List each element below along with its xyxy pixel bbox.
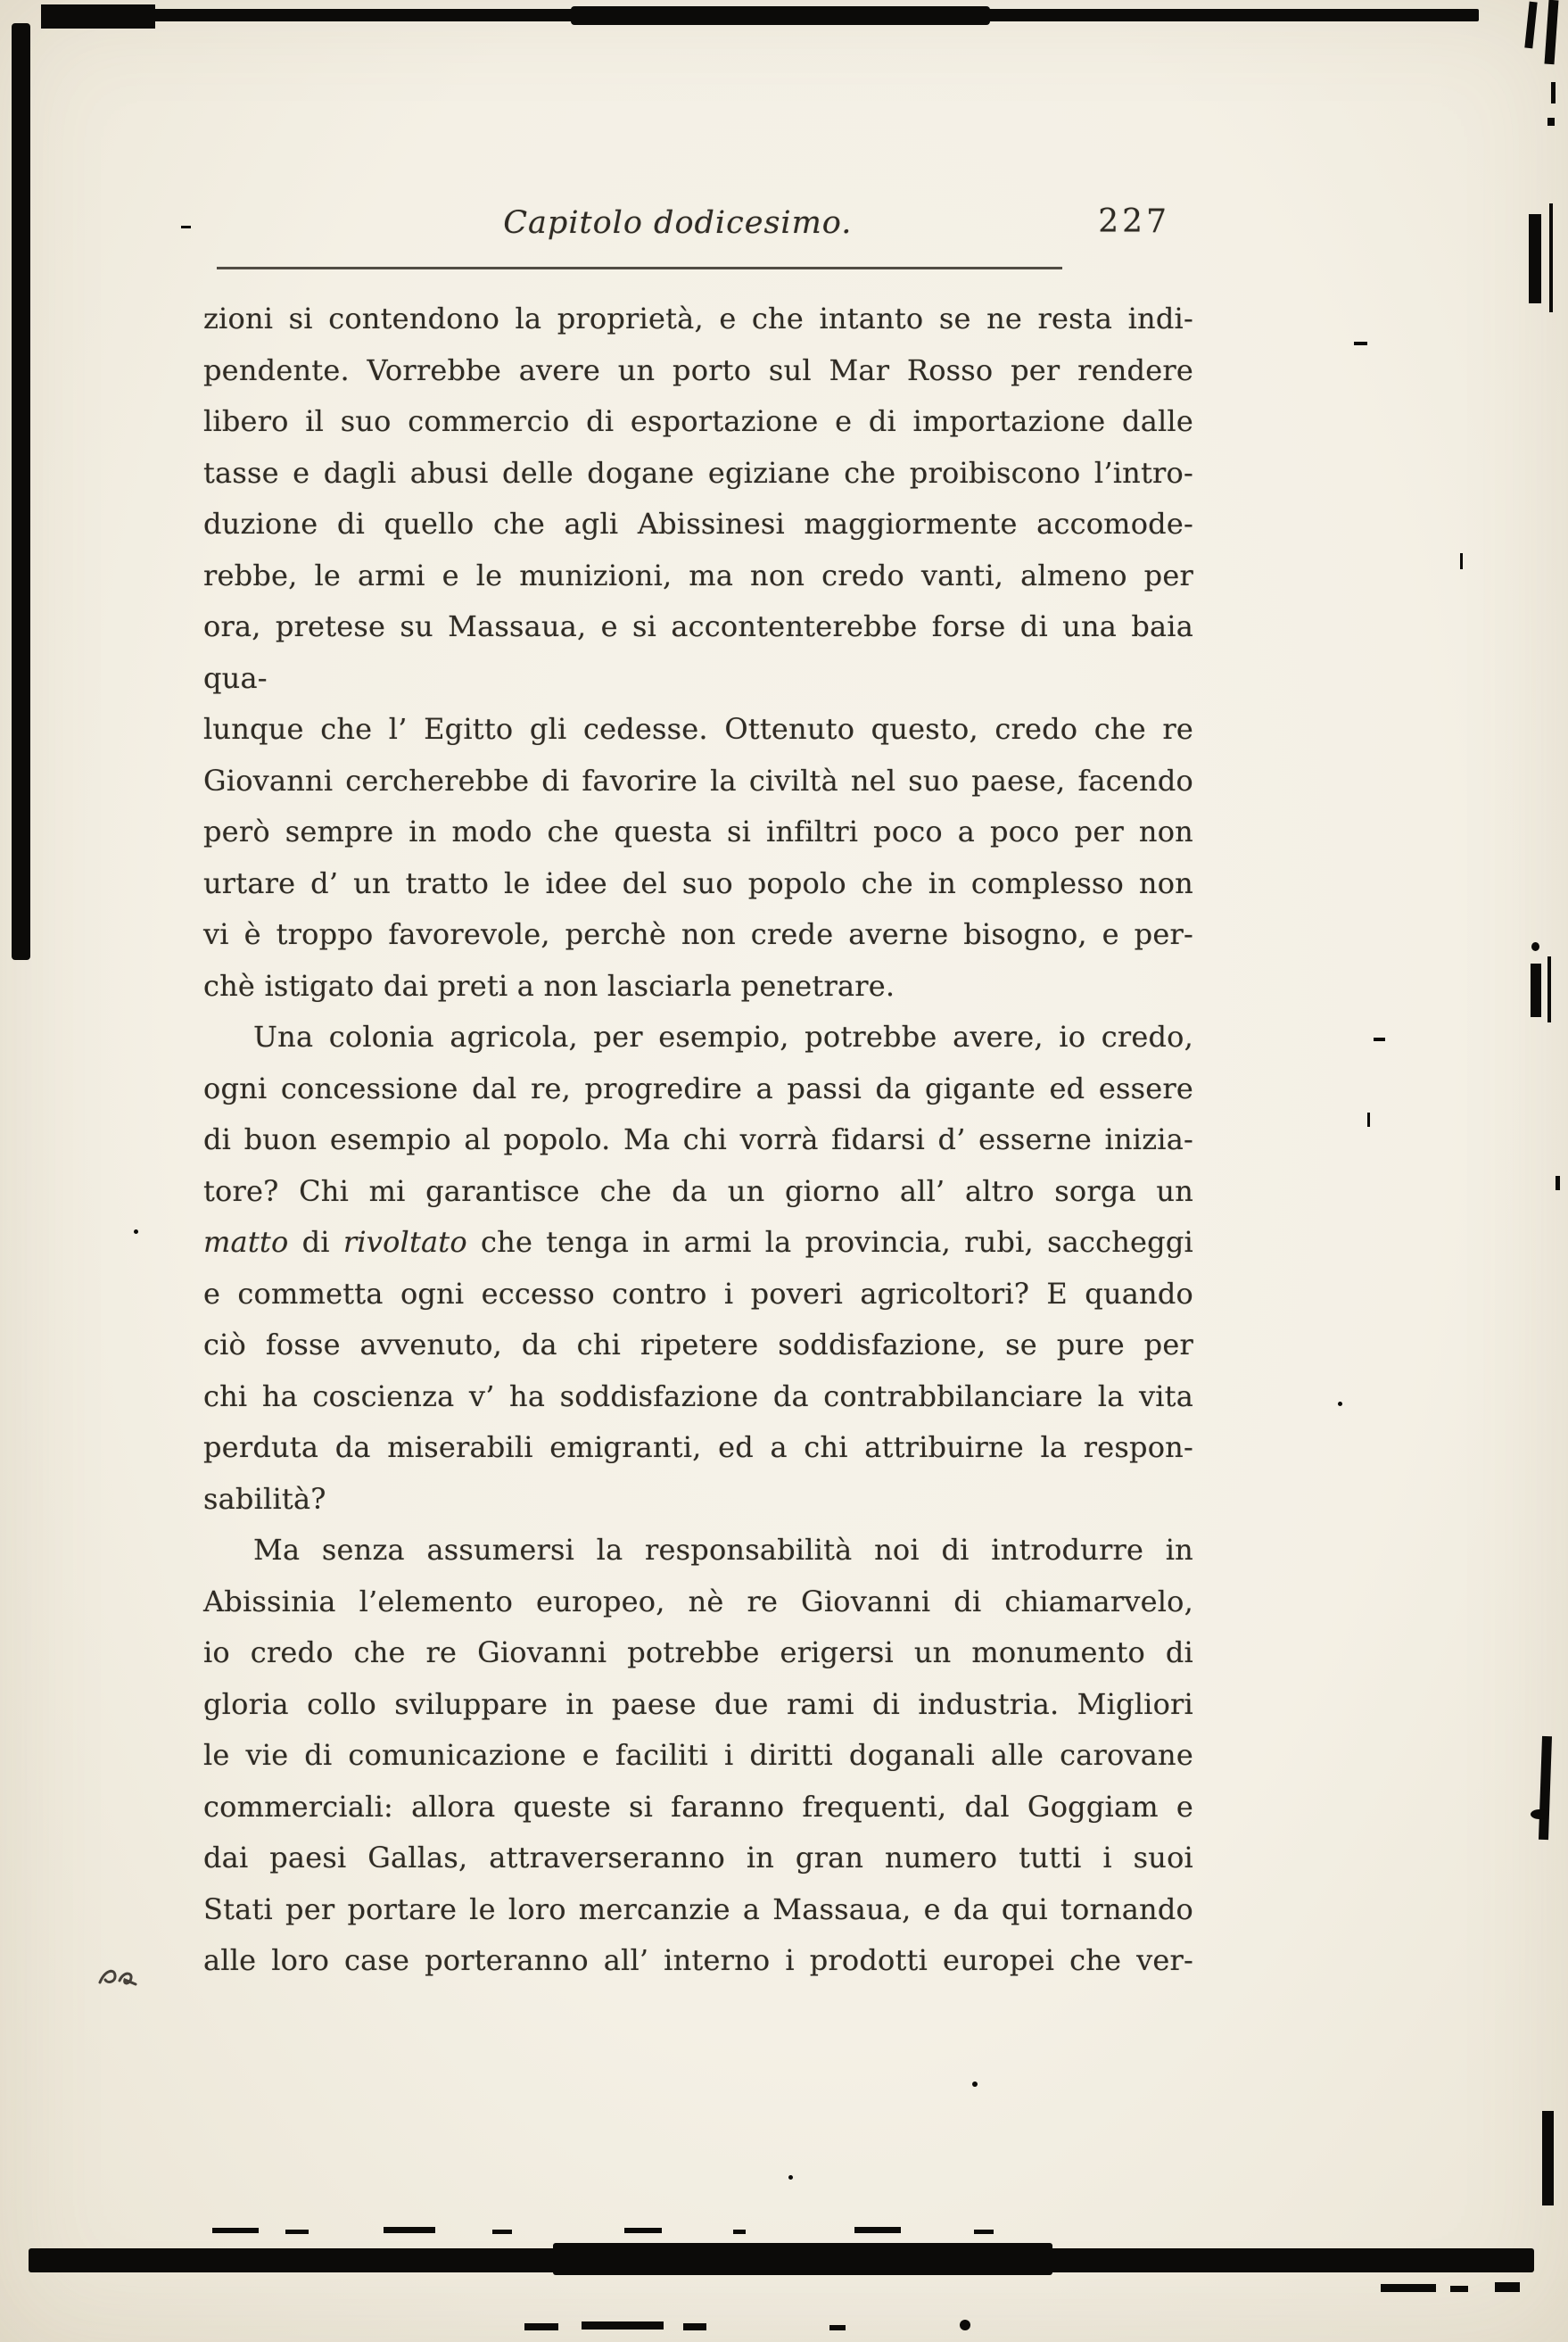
scan-artifact-speck	[1367, 1113, 1370, 1127]
scan-artifact-dash	[854, 2227, 901, 2233]
running-header-chapter-title: Capitolo dodicesimo.	[503, 205, 853, 241]
scan-artifact-right-bar	[1542, 2111, 1554, 2205]
scan-artifact-left-bar	[12, 23, 30, 960]
scan-artifact-right-tick	[1556, 1176, 1560, 1190]
text-line: di buon esempio al popolo. Ma chi vorrà fidarsi d’ esserne inizia-	[203, 1122, 1193, 1156]
handwritten-mark	[96, 1963, 143, 1993]
scan-artifact-right-dot	[1531, 942, 1539, 951]
text-line: zioni si contendono la proprietà, e che intanto se ne resta indi-	[203, 302, 1193, 335]
text-line: sabilità?	[203, 1481, 326, 1516]
scan-artifact-top-right-stroke	[1524, 2, 1537, 49]
scan-artifact-top-bar-tail	[1240, 11, 1479, 19]
text-line: rebbe, le armi e le munizioni, ma non credo vanti, almeno per	[203, 558, 1193, 592]
text-line: chi ha coscienza v’ ha soddisfazione da contrabbilanciare la vita	[203, 1378, 1193, 1413]
text-line: Una colonia agricola, per esempio, potrebbe avere, io credo,	[253, 1020, 1193, 1054]
text-line: ora, pretese su Massaua, e si accontenterebbe forse di una baia qua-	[203, 609, 1193, 695]
scan-artifact-bottom-mark	[524, 2323, 558, 2330]
scan-artifact-dash	[624, 2228, 662, 2233]
text-line: però sempre in modo che questa si infiltri poco a poco per non	[203, 815, 1193, 848]
text-line: alle loro case porteranno all’ interno i prodotti europei che ver-	[203, 1943, 1193, 1977]
scan-artifact-speck	[1374, 1038, 1385, 1041]
scan-artifact-top-bar-bump	[571, 6, 990, 25]
text-line: gloria collo sviluppare in paese due rami di industria. Migliori	[203, 1686, 1193, 1721]
scan-artifact-dash	[974, 2230, 994, 2234]
page-number: 227	[1098, 203, 1170, 240]
text-line: Ma senza assumersi la responsabilità noi di introdurre in	[253, 1533, 1193, 1567]
scan-artifact-dash	[492, 2230, 512, 2234]
scan-artifact-bottom-right-dash	[1450, 2286, 1468, 2292]
paragraph	[203, 1012, 1193, 1525]
scan-artifact-top-right-stroke	[1545, 0, 1559, 64]
paragraph	[203, 1525, 1193, 1987]
scan-artifact-speck	[788, 2175, 793, 2180]
text-line: libero il suo commercio di esportazione e di importazione dalle	[203, 404, 1193, 438]
scan-artifact-speck	[1354, 342, 1367, 345]
running-header	[203, 205, 1192, 250]
text-line: tore? Chi mi garantisce che da un giorno all’ altro sorga un	[203, 1173, 1193, 1208]
scan-artifact-bottom-mark	[683, 2323, 706, 2330]
text-line: ogni concessione dal re, progredire a passi da gigante ed essere	[203, 1071, 1193, 1105]
text-line: tasse e dagli abusi delle dogane egiziane che proibiscono l’intro-	[203, 455, 1193, 490]
text-line: pendente. Vorrebbe avere un porto sul Mar Rosso per rendere	[203, 352, 1193, 387]
scan-artifact-dash	[212, 2228, 259, 2233]
scan-artifact-right-line	[1549, 203, 1553, 312]
paragraph	[203, 294, 1193, 1012]
text-line: perduta da miserabili emigranti, ed a chi attribuirne la respon-	[203, 1430, 1193, 1464]
scan-artifact-speck	[1338, 1402, 1342, 1406]
scan-artifact-dash	[285, 2230, 309, 2234]
text-line: chè istigato dai preti a non lasciarla penetrare.	[203, 968, 895, 1003]
text-line: dai paesi Gallas, attraverseranno in gran numero tutti i suoi	[203, 1841, 1193, 1874]
scan-artifact-bottom-right-dash	[1381, 2284, 1436, 2292]
scan-artifact-right-tick	[1547, 118, 1555, 126]
text-line: lunque che l’ Egitto gli cedesse. Ottenuto questo, credo che re	[203, 712, 1193, 746]
text-line: io credo che re Giovanni potrebbe erigersi un monumento di	[203, 1635, 1193, 1669]
scan-artifact-right-bar	[1531, 964, 1541, 1017]
scan-artifact-bottom-right-dash	[1495, 2282, 1520, 2292]
scan-artifact-right-line	[1547, 956, 1551, 1022]
header-rule	[217, 267, 1062, 269]
scan-artifact-bottom-mark	[829, 2325, 846, 2330]
text-line: urtare d’ un tratto le idee del suo popolo che in complesso non	[203, 865, 1193, 900]
scan-artifact-speck	[972, 2081, 978, 2087]
text-line: duzione di quello che agli Abissinesi maggiormente accomode-	[203, 507, 1193, 541]
scan-artifact-speck	[1460, 553, 1463, 569]
text-line: Stati per portare le loro mercanzie a Massaua, e da qui tornando	[203, 1891, 1193, 1926]
scan-artifact-right-blob	[1531, 1809, 1548, 1819]
scan-artifact-top-bar-chunk	[41, 4, 155, 29]
scan-artifact-bottom-bar-chunk	[553, 2243, 1052, 2275]
text-line: matto di rivoltato che tenga in armi la provincia, rubi, saccheggi	[203, 1225, 1193, 1259]
scan-artifact-bottom-mark	[582, 2321, 664, 2330]
page-body	[203, 294, 1193, 1987]
text-line: vi è troppo favorevole, perchè non crede averne bisogno, e per-	[203, 917, 1193, 951]
scan-artifact-right-bar	[1529, 214, 1541, 303]
scan-artifact-bottom-mark	[960, 2320, 970, 2330]
text-line: e commetta ogni eccesso contro i poveri agricoltori? E quando	[203, 1276, 1193, 1311]
scan-artifact-speck	[134, 1229, 138, 1234]
scan-artifact-dash	[733, 2230, 746, 2234]
text-line: commerciali: allora queste si faranno frequenti, dal Goggiam e	[203, 1789, 1193, 1824]
text-line: le vie di comunicazione e faciliti i diritti doganali alle carovane	[203, 1738, 1193, 1772]
text-line: ciò fosse avvenuto, da chi ripetere soddisfazione, se pure per	[203, 1328, 1193, 1361]
scan-artifact-right-tick	[1551, 82, 1556, 103]
text-line: Giovanni cercherebbe di favorire la civiltà nel suo paese, facendo	[203, 763, 1193, 798]
scan-artifact-speck	[181, 226, 191, 228]
scan-artifact-right-bar	[1539, 1736, 1552, 1840]
scan-artifact-dash	[384, 2227, 435, 2233]
text-line: Abissinia l’elemento europeo, nè re Giovanni di chiamarvelo,	[203, 1584, 1193, 1618]
